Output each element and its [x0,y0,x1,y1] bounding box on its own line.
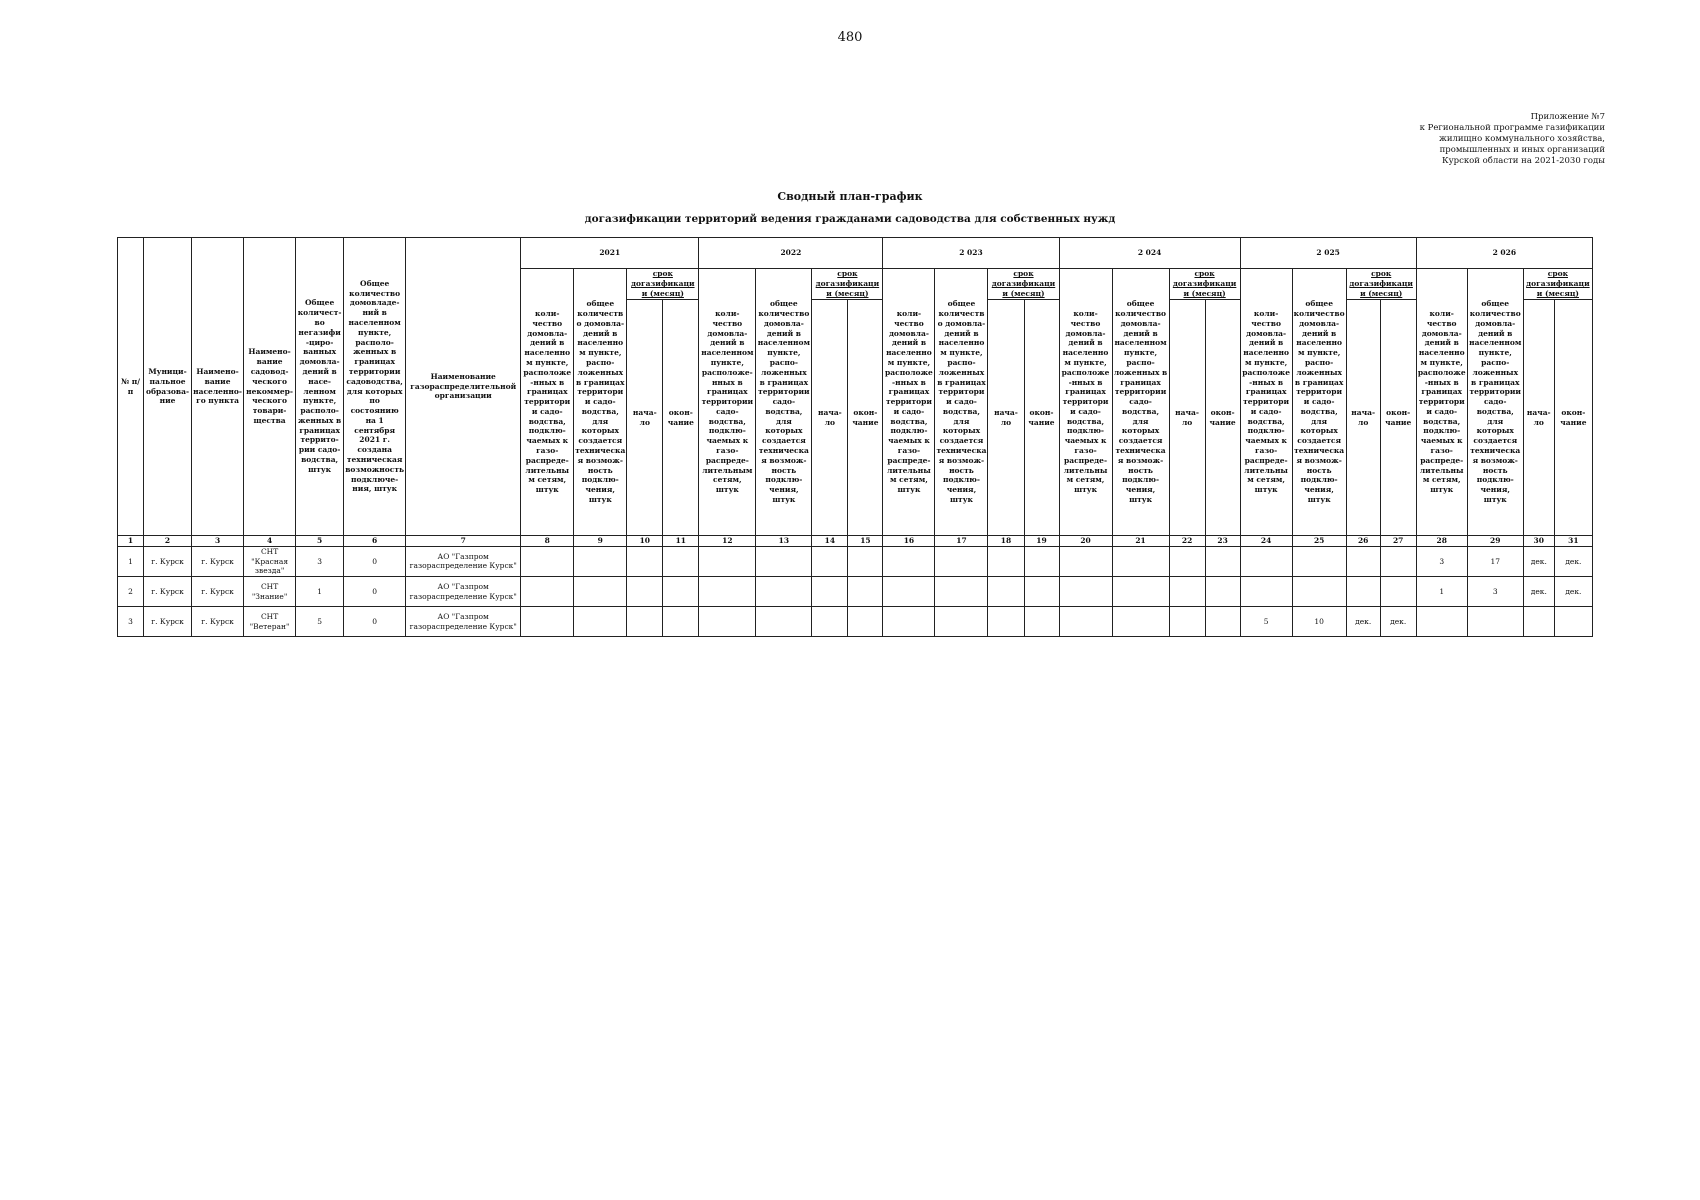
column-number: 7 [406,536,521,547]
column-number: 16 [883,536,935,547]
appendix-line: к Региональной программе газификации [1419,123,1605,133]
cell-value [848,546,883,576]
cell-value [1112,546,1169,576]
cell-value [1059,607,1112,637]
cell-value [1205,607,1240,637]
cell-value [756,607,812,637]
cell-value [1169,546,1205,576]
header-total-tech: общее количество домовла-дений в населенном пункте, распо-ложенных в границах территории садо-водства, для которых создается техническая возмож-ность подклю-чения, штук [1292,269,1346,536]
cell-value [883,607,935,637]
header-n: № п/п [118,238,144,536]
header-total-tech: общее количество домовла-дений в населенном пункте, распо-ложенных в границах территории садо-водства, для которых создается техническая возмож-ность подклю-чения, штук [1112,269,1169,536]
column-number: 5 [296,536,344,547]
cell-value: 3 [1416,546,1467,576]
cell-value [1523,607,1554,637]
column-number: 14 [812,536,848,547]
header-count-connected: коли-чество домовла-дений в населенном пункте, расположе-нных в границах территории садо-водства, подклю-чаемых к газо-распреде-лительным сетям, штук [883,269,935,536]
column-number: 19 [1024,536,1059,547]
cell-value [988,607,1024,637]
cell-snt: СНТ "Ветеран" [244,607,296,637]
column-number: 22 [1169,536,1205,547]
table-row [118,577,1593,607]
cell-value [663,577,699,607]
cell-value [1240,546,1292,576]
column-number: 28 [1416,536,1467,547]
column-number: 20 [1059,536,1112,547]
column-number: 23 [1205,536,1240,547]
cell-value: 10 [1292,607,1346,637]
cell-households: 0 [344,577,406,607]
cell-non-gasified: 5 [296,607,344,637]
cell-value [1380,577,1416,607]
header-count-connected: коли-чество домовла-дений в населенном пункте, расположе-нных в границах территории садо-водства, подклю-чаемых к газо-распреде-лительным сетям, штук [521,269,574,536]
cell-settlement: г. Курск [192,546,244,576]
cell-value [1059,577,1112,607]
cell-value [1169,577,1205,607]
cell-value [663,607,699,637]
cell-value [812,546,848,576]
header-start: нача-ло [627,300,663,536]
header-snt-name: Наимено-вание садовод-ческого некоммер-ческого товари-щества [244,238,296,536]
header-end: окон-чание [1024,300,1059,536]
cell-value [627,546,663,576]
column-number: 3 [192,536,244,547]
column-number: 21 [1112,536,1169,547]
cell-value [935,546,988,576]
cell-value [1112,607,1169,637]
table-row [118,546,1593,576]
cell-value [883,577,935,607]
header-srok: срок догазификации (месяц) [812,269,883,300]
header-total-tech: общее количество домовла-дений в населенном пункте, распо-ложенных в границах территории садо-водства, для которых создается техническая возмож-ность подклю-чения, штук [756,269,812,536]
cell-non-gasified: 3 [296,546,344,576]
header-start: нача-ло [1346,300,1380,536]
column-number: 6 [344,536,406,547]
cell-value [756,577,812,607]
cell-snt: СНТ "Красная звезда" [244,546,296,576]
cell-settlement: г. Курск [192,607,244,637]
header-srok: срок догазификации (месяц) [1523,269,1592,300]
cell-value [935,607,988,637]
column-number: 12 [699,536,756,547]
cell-value [1112,577,1169,607]
cell-value [1169,607,1205,637]
header-year: 2 025 [1240,238,1416,269]
cell-value [699,546,756,576]
column-number: 25 [1292,536,1346,547]
column-number: 17 [935,536,988,547]
table-row [118,607,1593,637]
header-start: нача-ло [812,300,848,536]
header-srok: срок догазификации (месяц) [627,269,699,300]
header-year: 2021 [521,238,699,269]
cell-value: дек. [1523,577,1554,607]
header-total-tech: общее количество домовла-дений в населенном пункте, распо-ложенных в границах территории садо-водства, для которых создается техническая возмож-ность подклю-чения, штук [1467,269,1523,536]
header-count-connected: коли-чество домовла-дений в населенном пункте, расположе-нных в границах территории садо-водства, подклю-чаемых к газо-распреде-лительным сетям, штук [1059,269,1112,536]
cell-value [521,577,574,607]
header-year: 2 024 [1059,238,1240,269]
cell-value [883,546,935,576]
cell-households: 0 [344,546,406,576]
cell-value [756,546,812,576]
header-end: окон-чание [663,300,699,536]
cell-value: 1 [1416,577,1467,607]
document-subtitle: догазификации территорий ведения гражданами садоводства для собственных нужд [584,213,1116,225]
column-number: 2 [144,536,192,547]
column-number: 15 [848,536,883,547]
cell-gas-organization: АО "Газпром газораспределение Курск" [406,546,521,576]
header-end: окон-чание [1205,300,1240,536]
cell-value: 17 [1467,546,1523,576]
header-gas-organization: Наименование газораспределительной организации [406,238,521,536]
column-number: 30 [1523,536,1554,547]
cell-value [812,607,848,637]
cell-value [1240,577,1292,607]
cell-value: дек. [1523,546,1554,576]
column-number: 8 [521,536,574,547]
appendix-line: Курской области на 2021-2030 годы [1442,156,1605,166]
column-number: 27 [1380,536,1416,547]
header-year: 2 023 [883,238,1059,269]
cell-n: 1 [118,546,144,576]
header-municipality: Муници-пальное образова-ние [144,238,192,536]
cell-n: 3 [118,607,144,637]
header-end: окон-чание [848,300,883,536]
cell-value [1205,546,1240,576]
cell-value [848,577,883,607]
cell-value [574,607,627,637]
cell-value [521,607,574,637]
cell-value [1416,607,1467,637]
cell-gas-organization: АО "Газпром газораспределение Курск" [406,607,521,637]
cell-n: 2 [118,577,144,607]
cell-value: дек. [1554,577,1592,607]
cell-settlement: г. Курск [192,577,244,607]
header-start: нача-ло [1169,300,1205,536]
cell-municipality: г. Курск [144,577,192,607]
header-year: 2022 [699,238,883,269]
header-total-tech: общее количество домовла-дений в населенном пункте, распо-ложенных в границах территории садо-водства, для которых создается техническая возмож-ность подклю-чения, штук [935,269,988,536]
cell-non-gasified: 1 [296,577,344,607]
cell-value [988,546,1024,576]
column-number: 24 [1240,536,1292,547]
column-number: 31 [1554,536,1592,547]
column-number: 13 [756,536,812,547]
column-number: 1 [118,536,144,547]
cell-value [1346,546,1380,576]
header-total-tech: общее количество домовла-дений в населенном пункте, распо-ложенных в границах территории садо-водства, для которых создается техническая возмож-ность подклю-чения, штук [574,269,627,536]
cell-households: 0 [344,607,406,637]
cell-municipality: г. Курск [144,546,192,576]
header-end: окон-чание [1554,300,1592,536]
cell-value [1059,546,1112,576]
header-srok: срок догазификации (месяц) [988,269,1059,300]
cell-value [627,607,663,637]
document-title: Сводный план-график [777,190,923,203]
appendix-line: промышленных и иных организаций [1439,145,1605,155]
cell-value [699,577,756,607]
cell-value [663,546,699,576]
cell-value [1292,577,1346,607]
cell-value [574,546,627,576]
cell-municipality: г. Курск [144,607,192,637]
column-number: 11 [663,536,699,547]
header-count-connected: коли-чество домовла-дений в населенном пункте, расположе-нных в границах территории садо-водства, подклю-чаемых к газо-распреде-лительным сетям, штук [1240,269,1292,536]
header-srok: срок догазификации (месяц) [1169,269,1240,300]
cell-value: 5 [1240,607,1292,637]
cell-value: дек. [1346,607,1380,637]
cell-value [699,607,756,637]
column-number: 9 [574,536,627,547]
cell-value [848,607,883,637]
cell-value: дек. [1380,607,1416,637]
cell-gas-organization: АО "Газпром газораспределение Курск" [406,577,521,607]
cell-value [935,577,988,607]
cell-value [627,577,663,607]
header-start: нача-ло [988,300,1024,536]
cell-value [1205,577,1240,607]
header-total-non-gasified: Общее количест-во негазифи-циро-ванных домовла-дений в насе-ленном пункте, располо-женных в границах террито-рии садо-водства, штук [296,238,344,536]
cell-value: 3 [1467,577,1523,607]
appendix-line: Приложение №7 [1530,112,1605,122]
cell-value [574,577,627,607]
column-number: 4 [244,536,296,547]
cell-value [812,577,848,607]
appendix-line: жилищно коммунального хозяйства, [1439,134,1605,144]
appendix-note [1405,112,1605,167]
column-number: 18 [988,536,1024,547]
cell-value [988,577,1024,607]
plan-table [117,237,1593,637]
page-number: 480 [837,30,863,45]
cell-value [521,546,574,576]
column-number: 26 [1346,536,1380,547]
header-year: 2 026 [1416,238,1592,269]
cell-value [1380,546,1416,576]
cell-value [1292,546,1346,576]
header-start: нача-ло [1523,300,1554,536]
cell-value: дек. [1554,546,1592,576]
cell-value [1024,607,1059,637]
header-settlement: Наимено-вание населенно-го пункта [192,238,244,536]
cell-value [1467,607,1523,637]
header-end: окон-чание [1380,300,1416,536]
cell-value [1346,577,1380,607]
header-srok: срок догазификации (месяц) [1346,269,1416,300]
header-count-connected: коли-чество домовла-дений в населенном пункте, расположе-нных в границах территории садо-водства, подклю-чаемых к газо-распреде-лительным сетям, штук [699,269,756,536]
header-count-connected: коли-чество домовла-дений в населенном пункте, расположе-нных в границах территории садо-водства, подклю-чаемых к газо-распреде-лительным сетям, штук [1416,269,1467,536]
cell-value [1554,607,1592,637]
header-total-households: Общее количество домовладе-ний в населенном пункте, располо-женных в границах территории садоводства, для которых по состоянию на 1 сентября 2021 г. создана техническая возможность подключе-ния, штук [344,238,406,536]
cell-value [1024,577,1059,607]
cell-snt: СНТ "Знание" [244,577,296,607]
cell-value [1024,546,1059,576]
column-number: 10 [627,536,663,547]
column-number: 29 [1467,536,1523,547]
